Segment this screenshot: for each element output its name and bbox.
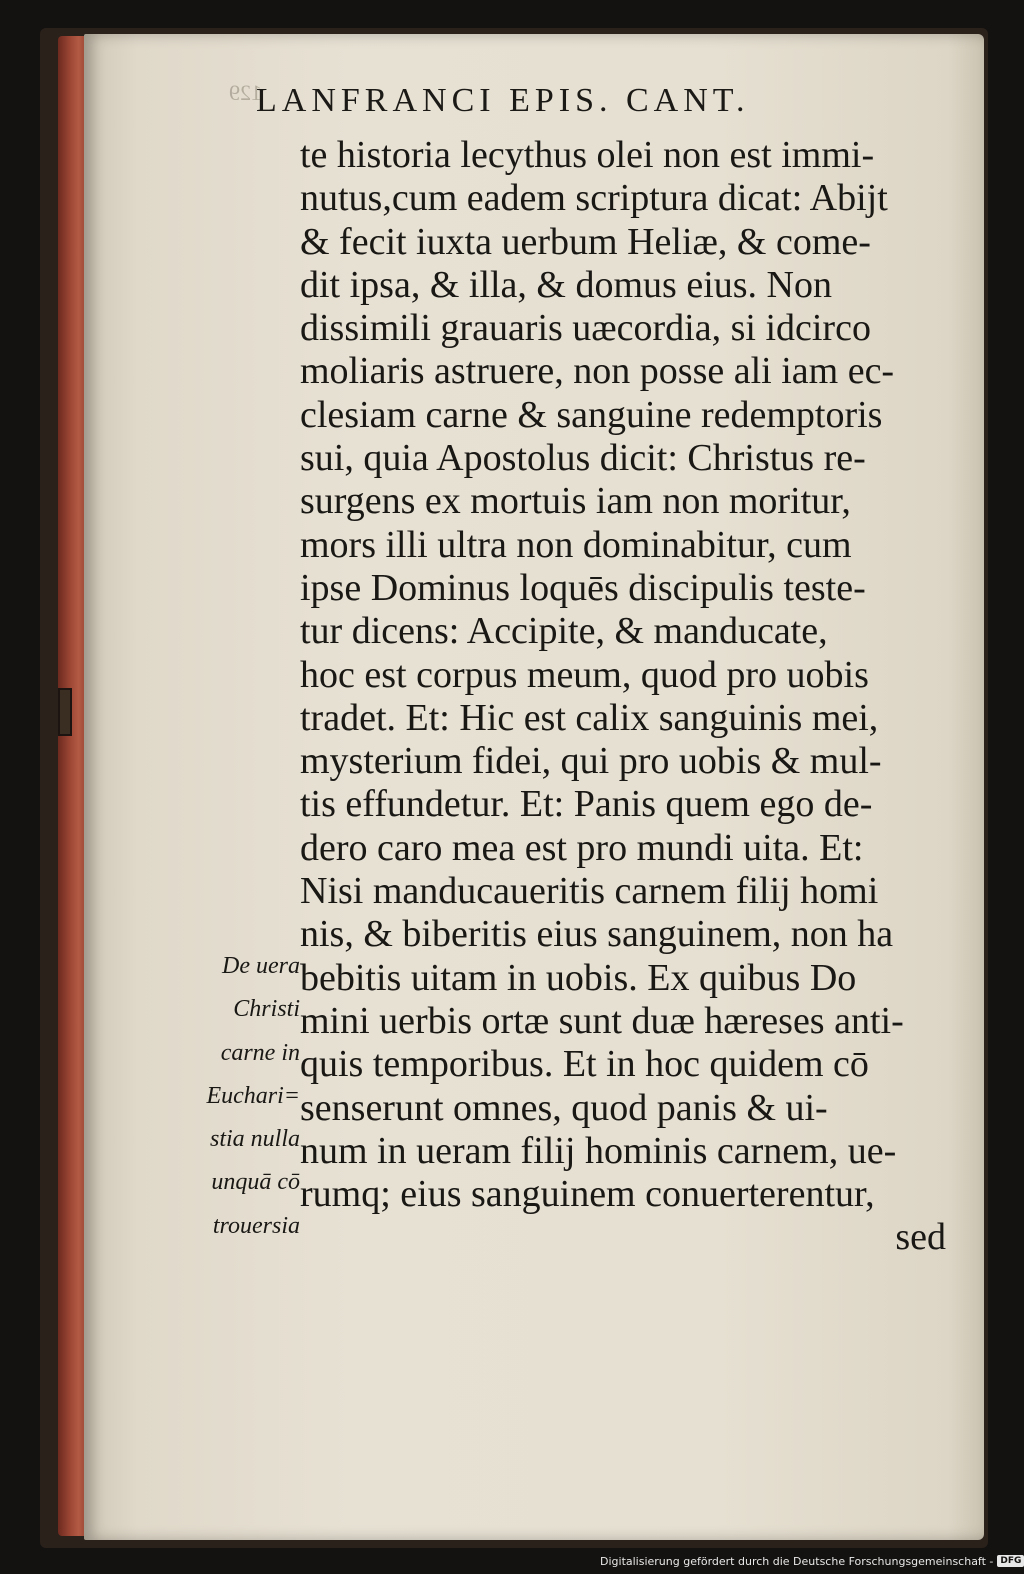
credit-text: Digitalisierung gefördert durch die Deutsche Forschungsgemeinschaft - — [600, 1554, 994, 1568]
marginal-note-line: carne in — [220, 1039, 300, 1066]
book-clasp — [58, 688, 72, 736]
dfg-logo-icon: DFG — [997, 1555, 1024, 1567]
text-line: nis, & biberitis eius sanguinem, non ha — [300, 913, 894, 956]
text-line: dero caro mea est pro mundi uita. Et: — [300, 826, 864, 869]
text-line: dit ipsa, & illa, & domus eius. Non — [300, 263, 832, 306]
text-line: rumq; eius sanguinem conuerterentur, — [300, 1173, 875, 1216]
text-line: tradet. Et: Hic est calix sanguinis mei, — [300, 696, 879, 739]
marginal-note — [172, 945, 300, 1248]
text-line: num in ueram filij hominis carnem, ue- — [300, 1129, 897, 1172]
marginal-note-line: stia nulla — [209, 1126, 300, 1153]
text-line: nutus,cum eadem scriptura dicat: Abijt — [300, 177, 888, 220]
text-line: surgens ex mortuis iam non moritur, — [300, 480, 851, 523]
text-line: mini uerbis ortæ sunt duæ hæreses anti- — [300, 999, 904, 1042]
text-line: ipse Dominus loquēs discipulis teste- — [300, 566, 866, 609]
text-line: Nisi manducaueritis carnem filij homi — [300, 870, 879, 913]
text-line: quis temporibus. Et in hoc quidem cō — [300, 1043, 869, 1086]
text-line: & fecit iuxta uerbum Heliæ, & come- — [300, 220, 871, 263]
text-line: mysterium fidei, qui pro uobis & mul- — [300, 740, 882, 783]
text-line: clesiam carne & sanguine redemptoris — [300, 393, 883, 436]
text-line: hoc est corpus meum, quod pro uobis — [300, 653, 869, 696]
text-line: bebitis uitam in uobis. Ex quibus Do — [300, 956, 857, 999]
main-text-block — [300, 134, 952, 1260]
text-line: mors illi ultra non dominabitur, cum — [300, 523, 852, 566]
text-line: tis effundetur. Et: Panis quem ego de- — [300, 783, 873, 826]
running-header: LANFRANCI EPIS. CANT. — [256, 82, 750, 119]
marginal-note-line: trouersia — [212, 1212, 300, 1239]
text-line: sui, quia Apostolus dicit: Christus re- — [300, 437, 866, 480]
marginal-note-line: Euchari= — [206, 1082, 300, 1109]
marginal-note-line: unquā cō — [211, 1169, 300, 1196]
text-line: tur dicens: Accipite, & manducate, — [300, 610, 828, 653]
catchword: sed — [895, 1216, 946, 1259]
show-through-folio: 129 — [229, 80, 262, 105]
text-line: dissimili grauaris uæcordia, si idcirco — [300, 307, 871, 350]
marginal-note-line: De uera — [222, 953, 300, 979]
text-line: senserunt omnes, quod panis & ui- — [300, 1086, 828, 1129]
marginal-note-line: Christi — [233, 996, 300, 1023]
text-line: te historia lecythus olei non est immi- — [300, 134, 875, 176]
digitization-credit — [600, 1552, 1022, 1570]
text-line: moliaris astruere, non posse ali iam ec- — [300, 350, 895, 393]
